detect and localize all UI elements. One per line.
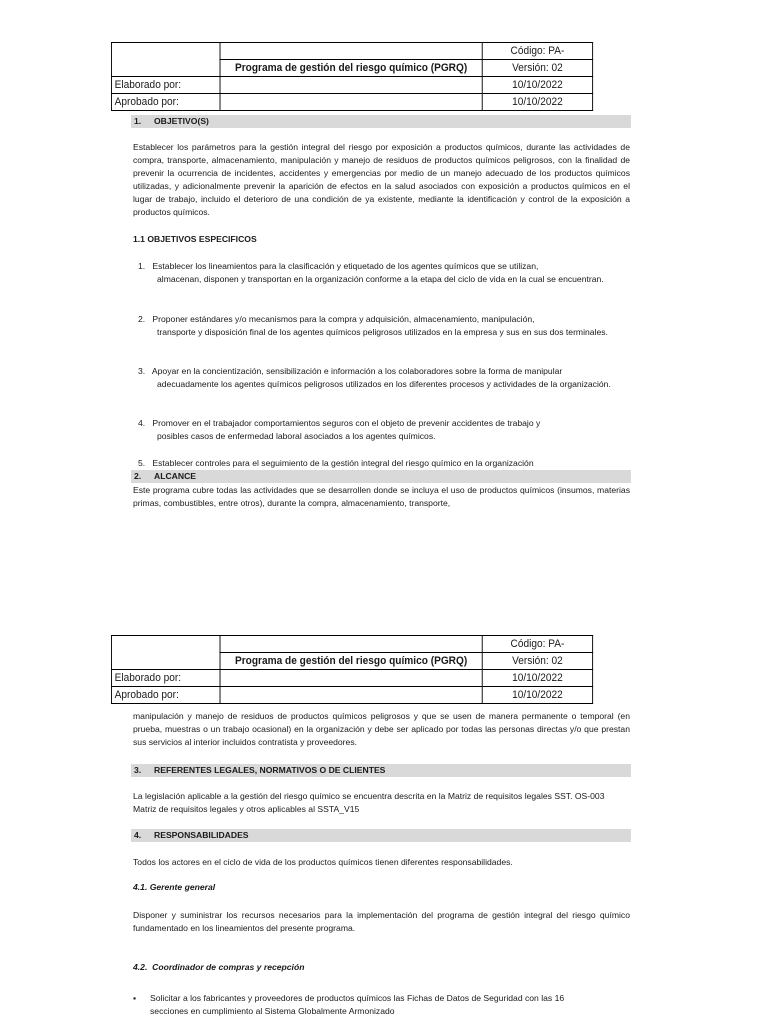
section-heading-alcance	[131, 470, 631, 483]
logo-cell	[111, 636, 220, 670]
objective-item-5	[138, 457, 630, 470]
list-text-continued: adecuadamente los agentes químicos peligrosos utilizados en los diferentes procesos y actividades de la organización.	[157, 379, 611, 389]
list-item	[133, 992, 630, 1018]
subsection-title-objetivos-especificos: 1.1 OBJETIVOS ESPECIFICOS	[133, 234, 257, 244]
objective-item-4	[138, 417, 630, 443]
gerente-general-paragraph: Disponer y suministrar los recursos necesarios para la implementación del programa de gestión integral del riesgo químico fundamentado en los lineamientos del presente programa.	[133, 910, 630, 933]
list-text: Establecer los lineamientos para la clasificación y etiquetado de los agentes químicos que se utilizan,	[152, 261, 539, 271]
elaborado-date: 10/10/2022	[482, 670, 592, 687]
objective-item-3	[138, 365, 630, 391]
document-header-table-page2	[111, 635, 593, 704]
objective-item-2	[138, 313, 630, 339]
section-title: OBJETIVO(S)	[154, 116, 209, 126]
elaborado-value	[220, 670, 482, 687]
section-heading-responsabilidades	[131, 829, 631, 842]
bullet-icon: ▪	[133, 993, 137, 1003]
aprobado-date: 10/10/2022	[482, 94, 592, 111]
section-number: 4.	[134, 830, 142, 840]
elaborado-date: 10/10/2022	[482, 77, 592, 94]
referentes-paragraph: La legislación aplicable a la gestión del riesgo químico se encuentra descrita en la Matriz de requisitos legales SST. OS-003 Matriz de requisitos legales y otros aplicables al SSTA_V15	[133, 791, 605, 814]
section-title: ALCANCE	[154, 471, 197, 481]
section-number: 1.	[134, 116, 142, 126]
list-text: Apoyar en la concientización, sensibilización e información a los colaboradores sobre la forma de manipular	[151, 366, 563, 376]
aprobado-label: Aprobado por:	[111, 94, 220, 111]
code-label: Código: PA-	[482, 636, 592, 653]
list-text-continued: secciones en cumplimiento al Sistema Globalmente Armonizado	[150, 1006, 395, 1016]
section-heading-referentes	[131, 764, 631, 777]
objective-item-1	[138, 260, 630, 286]
elaborado-value	[220, 77, 482, 94]
header-blank-cell	[220, 636, 482, 653]
aprobado-value	[220, 687, 482, 704]
list-number: 2.	[138, 314, 146, 324]
list-text-continued: posibles casos de enfermedad laboral asociados a los agentes químicos.	[157, 431, 436, 441]
objetivo-paragraph: Establecer los parámetros para la gestión integral del riesgo por exposición a productos químicos, durante las actividades de compra, transporte, almacenamiento, manipulación y manejo de residuos de productos químicos peligrosos, con la finalidad de prevenir la ocurrencia de incidentes, accidentes y emergencias por medio de un manejo adecuado de los productos químicos utilizadas, y adicionalmente prevenir la aparición de efectos en la salud asociados con exposición a productos químicos en el lugar de trabajo, incluido el deterioro de una condición de ya existente, mediante la identificación y control de la exposición a productos químicos.	[133, 142, 630, 217]
list-text-continued: almacenan, disponen y transportan en la organización conforme a la etapa del ciclo de vida en la cual se encuentran.	[157, 274, 604, 284]
list-number: 5.	[138, 458, 146, 468]
document-title: Programa de gestión del riesgo químico (PGRQ)	[220, 653, 482, 670]
section-title: RESPONSABILIDADES	[154, 830, 249, 840]
aprobado-label: Aprobado por:	[111, 687, 220, 704]
section-number: 2.	[134, 471, 142, 481]
list-text: Proponer estándares y/o mecanismos para la compra y adquisición, almacenamiento, manipulación,	[152, 314, 535, 324]
document-title: Programa de gestión del riesgo químico (PGRQ)	[220, 60, 482, 77]
list-number: 3.	[138, 366, 146, 376]
elaborado-label: Elaborado por:	[111, 670, 220, 687]
alcance-paragraph-part1: Este programa cubre todas las actividades que se desarrollen donde se incluya el uso de productos químicos (insumos, materias primas, combustibles, entre otros), durante la compra, almacenamiento, transporte,	[133, 485, 630, 508]
subsection-title-gerente-general: 4.1. Gerente general	[133, 882, 216, 892]
subsection-title-coordinador-compras: 4.2. Coordinador de compras y recepción	[133, 962, 305, 972]
document-header-table	[111, 42, 593, 111]
section-title: REFERENTES LEGALES, NORMATIVOS O DE CLIENTES	[154, 765, 386, 775]
logo-cell	[111, 43, 220, 77]
section-heading-objetivos	[131, 115, 631, 128]
list-text: Promover en el trabajador comportamientos seguros con el objeto de prevenir accidentes de trabajo y	[152, 418, 541, 428]
aprobado-date: 10/10/2022	[482, 687, 592, 704]
list-text-continued: transporte y disposición final de los agentes químicos peligrosos utilizados en la empresa y sus en sus dos terminales.	[157, 327, 608, 337]
list-number: 1.	[138, 261, 146, 271]
version-label: Versión: 02	[482, 60, 592, 77]
list-text: Solicitar a los fabricantes y proveedores de productos químicos las Fichas de Datos de Seguridad con las 16	[150, 993, 565, 1003]
header-blank-cell	[220, 43, 482, 60]
version-label: Versión: 02	[482, 653, 592, 670]
elaborado-label: Elaborado por:	[111, 77, 220, 94]
list-text: Establecer controles para el seguimiento de la gestión integral del riesgo químico en la organización	[152, 458, 534, 468]
aprobado-value	[220, 94, 482, 111]
alcance-paragraph-part2: manipulación y manejo de residuos de productos químicos peligrosos y que se usen de manera permanente o temporal (en prueba, muestras o un trabajo ocasional) en la organización y debe ser aplicado por todas las personas directas y/o que prestan sus servicios al interior incluidos contratista y proveedores.	[133, 711, 630, 747]
section-number: 3.	[134, 765, 142, 775]
code-label: Código: PA-	[482, 43, 592, 60]
list-number: 4.	[138, 418, 146, 428]
responsabilidades-paragraph: Todos los actores en el ciclo de vida de los productos químicos tienen diferentes responsabilidades.	[133, 857, 513, 867]
